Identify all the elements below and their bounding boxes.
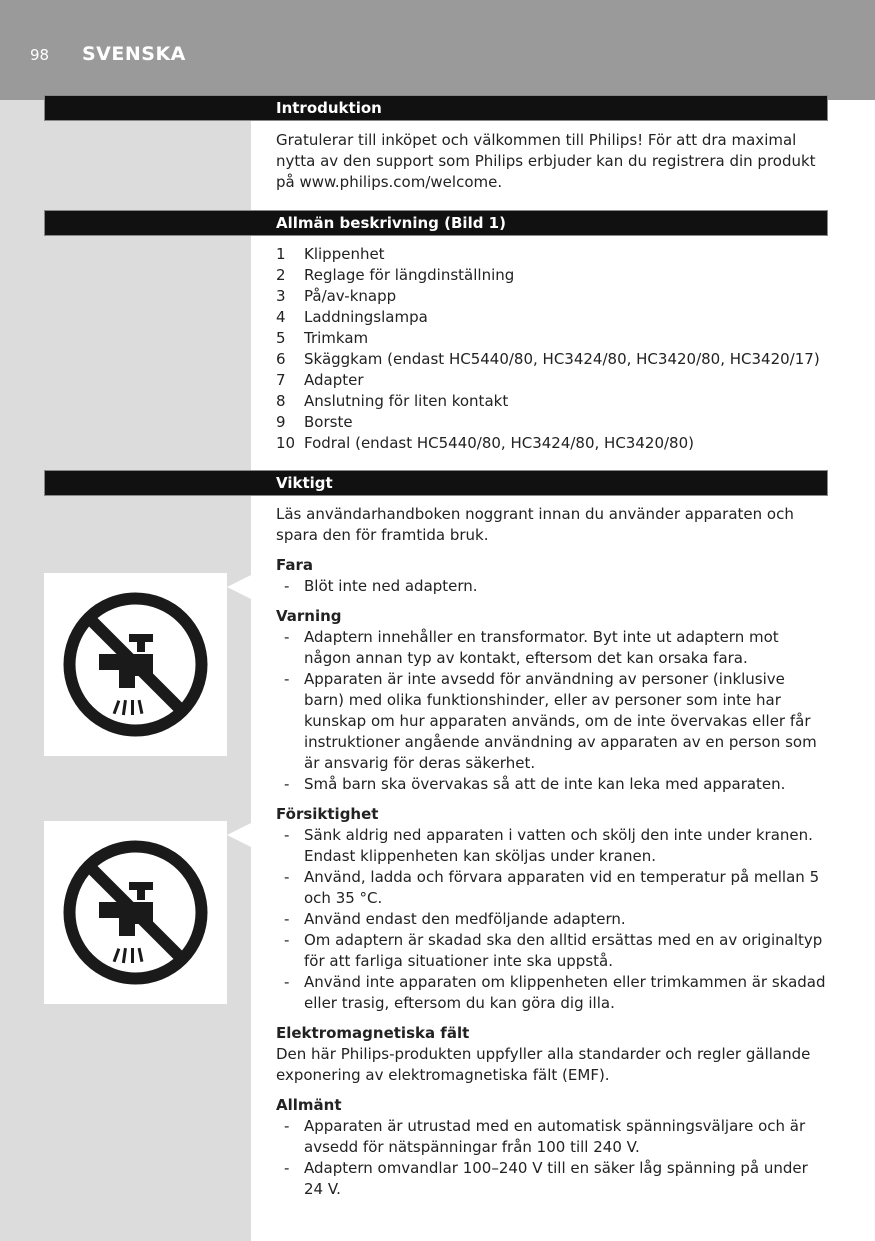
- list-item: - Adaptern innehåller en transformator. Byt inte ut adaptern mot någon annan typ av kontakt, eftersom det kan orsaka fara.: [284, 628, 779, 667]
- parts-list: [276, 244, 826, 454]
- list-item: - Använd endast den medföljande adaptern.: [284, 910, 626, 928]
- intro-text: Gratulerar till inköpet och välkommen till Philips! För att dra maximal nytta av den support som Philips erbjuder kan du registrera din produkt på www.philips.com/welcome.: [276, 131, 816, 191]
- icon-pointer: [227, 575, 251, 599]
- list-item: - Små barn ska övervakas så att de inte kan leka med apparaten.: [284, 775, 786, 793]
- section-header-general: [44, 210, 828, 236]
- no-water-tap-icon: [44, 821, 227, 1004]
- emf-title: Elektromagnetiska fält: [276, 1024, 470, 1042]
- list-item: 9 Borste: [276, 413, 353, 431]
- icon-pointer: [227, 823, 251, 847]
- list-item: - Adaptern omvandlar 100–240 V till en säker låg spänning på under 24 V.: [284, 1159, 808, 1198]
- important-intro: Läs användarhandboken noggrant innan du använder apparaten och spara den för framtida bruk.: [276, 505, 794, 544]
- page-header: [0, 0, 875, 100]
- section-title-intro: Introduktion: [276, 99, 382, 117]
- list-item: 10 Fodral (endast HC5440/80, HC3424/80, HC3420/80): [276, 434, 694, 452]
- section-header-intro: [44, 95, 828, 121]
- section-title-important: Viktigt: [276, 474, 333, 492]
- intro-body: [276, 130, 826, 193]
- list-item: - Blöt inte ned adaptern.: [284, 577, 478, 595]
- no-water-tap-icon: [44, 573, 227, 756]
- danger-title: Fara: [276, 556, 314, 574]
- list-item: 2 Reglage för längdinställning: [276, 266, 515, 284]
- list-item: - Om adaptern är skadad ska den alltid ersättas med en av originaltyp för att farliga situationer inte ska uppstå.: [284, 931, 823, 970]
- emf-text: Den här Philips-produkten uppfyller alla standarder och regler gällande exponering av elektromagnetiska fält (EMF).: [276, 1045, 811, 1084]
- list-item: - Sänk aldrig ned apparaten i vatten och skölj den inte under kranen. Endast klippenheten kan sköljas under kranen.: [284, 826, 813, 865]
- list-item: 1 Klippenhet: [276, 245, 385, 263]
- list-item: - Apparaten är utrustad med en automatisk spänningsväljare och är avsedd för nätspänningar från 100 till 240 V.: [284, 1117, 806, 1156]
- list-item: - Använd inte apparaten om klippenheten eller trimkammen är skadad eller trasig, eftersom du kan göra dig illa.: [284, 973, 826, 1012]
- page-number: 98: [30, 46, 50, 64]
- caution-title: Försiktighet: [276, 805, 379, 823]
- general-description-body: [276, 244, 826, 454]
- list-item: - Apparaten är inte avsedd för användning av personer (inklusive barn) med olika funktionshinder, eller av personer som inte har kunskap om hur apparaten används, om de inte övervakas eller får instruktioner angående användning av apparaten av en person som är ansvarig för deras säkerhet.: [284, 670, 817, 772]
- language-title: SVENSKA: [82, 43, 186, 65]
- list-item: 8 Anslutning för liten kontakt: [276, 392, 509, 410]
- section-title-general: Allmän beskrivning (Bild 1): [276, 214, 506, 232]
- list-item: 5 Trimkam: [276, 329, 369, 347]
- list-item: - Använd, ladda och förvara apparaten vid en temperatur på mellan 5 och 35 °C.: [284, 868, 820, 907]
- list-item: 3 På/av-knapp: [276, 287, 397, 305]
- important-body: [276, 504, 826, 1200]
- warning-title: Varning: [276, 607, 342, 625]
- general-title: Allmänt: [276, 1096, 342, 1114]
- list-item: 6 Skäggkam (endast HC5440/80, HC3424/80, HC3420/80, HC3420/17): [276, 350, 820, 368]
- list-item: 4 Laddningslampa: [276, 308, 428, 326]
- section-header-important: [44, 470, 828, 496]
- list-item: 7 Adapter: [276, 371, 364, 389]
